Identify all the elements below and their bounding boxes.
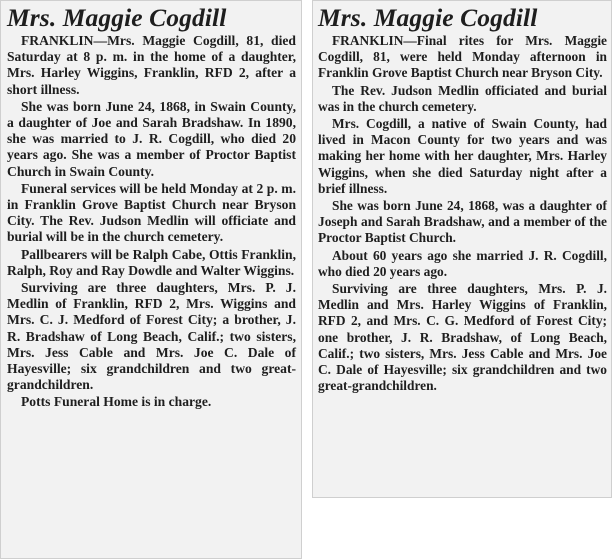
clipping-headline: Mrs. Maggie Cogdill: [318, 3, 538, 32]
paragraph-funeral-services: Funeral services will be held Monday at 2 p. m. in Franklin Grove Baptist Church near Bryson City. The Rev. Judson Medlin will officiate and burial will be in the church cemetery.: [7, 180, 296, 245]
paragraph-biography: She was born June 24, 1868, in Swain County, a daughter of Joe and Sarah Bradshaw. In 1890, she was married to J. R. Cogdill, who died 20 years ago. She was a member of Proctor Baptist Church in Swain County.: [7, 98, 296, 179]
paragraph-death-notice: FRANKLIN—Mrs. Maggie Cogdill, 81, died Saturday at 8 p. m. in the home of a daughter, Mrs. Harley Wiggins, Franklin, RFD 2, after a short illness.: [7, 33, 296, 97]
paragraph-survivors: Surviving are three daughters, Mrs. P. J. Medlin and Mrs. Harley Wiggins of Franklin, RFD 2, and Mrs. C. G. Medford of Forest City; one brother, J. R. Bradshaw, of Long Beach, Calif.; two sisters, Mrs. Jess Cable and Mrs. Joe C. Dale of Hayesville; six grandchildren and two great-grandchildren.: [318, 281, 607, 394]
paragraph-final-rites: FRANKLIN—Final rites for Mrs. Maggie Cogdill, 81, were held Monday afternoon in Franklin Grove Baptist Church near Bryson City.: [318, 33, 607, 81]
paragraph-survivors: Surviving are three daughters, Mrs. P. J. Medlin of Franklin, RFD 2, Mrs. Wiggins and Mrs. C. J. Medford of Forest City; a brother, J. R. Bradshaw of Long Beach, Calif.; two sisters, Mrs. Jess Cable and Mrs. Joe C. Dale of Hayesville; six grandchildren and two great-grandchildren.: [7, 280, 296, 393]
paragraph-biography: She was born June 24, 1868, was a daughter of Joseph and Sarah Bradshaw, and a member of the Proctor Baptist Church.: [318, 198, 607, 246]
paragraph-pallbearers: Pallbearers will be Ralph Cabe, Ottis Franklin, Ralph, Roy and Ray Dowdle and Walter Wiggins.: [7, 246, 296, 278]
paragraph-residence: Mrs. Cogdill, a native of Swain County, had lived in Macon County for two years and was making her home with her daughter, Mrs. Harley Wiggins, when she died Saturday night after a brief illness.: [318, 116, 607, 196]
obituary-clipping-final-rites: [312, 0, 612, 498]
paragraph-officiant: The Rev. Judson Medlin officiated and burial was in the church cemetery.: [318, 82, 607, 114]
paragraph-funeral-home: Potts Funeral Home is in charge.: [21, 394, 212, 410]
obituary-clipping-funeral-notice: [0, 0, 302, 559]
clipping-headline: Mrs. Maggie Cogdill: [7, 3, 227, 32]
paragraph-marriage: About 60 years ago she married J. R. Cogdill, who died 20 years ago.: [318, 247, 607, 279]
